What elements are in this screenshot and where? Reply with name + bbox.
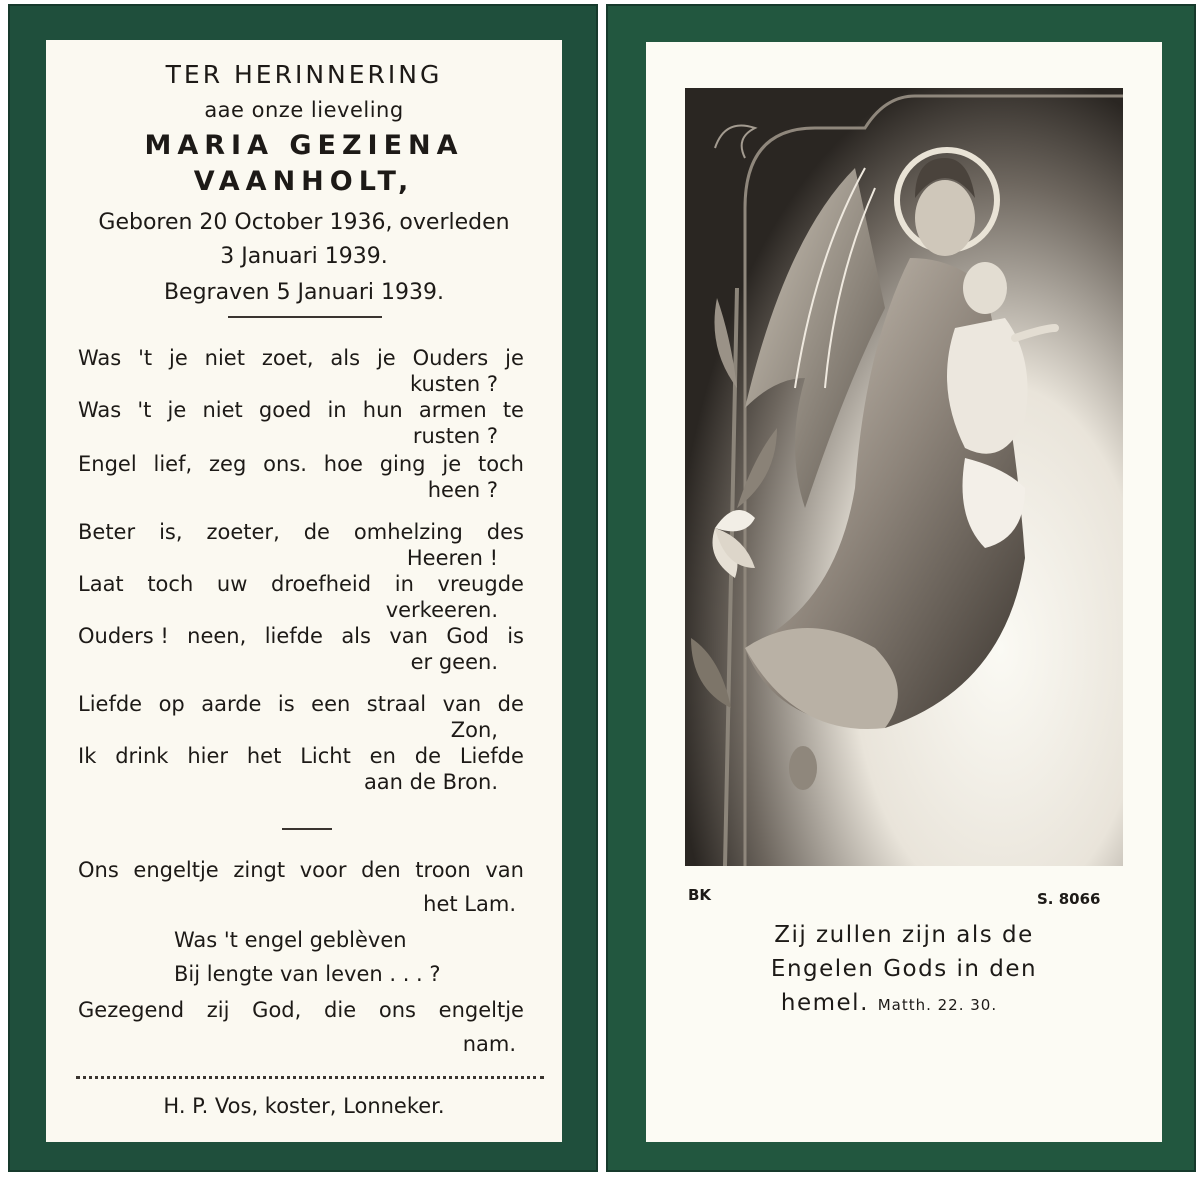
verse-word: van <box>485 858 524 882</box>
verse-word: toch <box>147 572 194 596</box>
verse-word: van <box>389 624 428 648</box>
verse-word: des <box>486 520 524 544</box>
verse-line: aan de Bron. <box>363 770 498 794</box>
verse-word: in <box>394 572 414 596</box>
verse-line <box>78 744 524 768</box>
verse-line <box>78 398 524 422</box>
verse-word: een <box>311 692 351 716</box>
verse-line <box>78 572 524 596</box>
verse-word: de <box>414 744 441 768</box>
card-paper <box>46 40 562 1142</box>
verse-word: is <box>507 624 524 648</box>
verse-word: droefheid <box>271 572 372 596</box>
verse-line: Was 't engel geblèven <box>174 928 407 952</box>
verse-word: 't <box>137 398 152 422</box>
guardian-angel-image <box>685 88 1123 866</box>
verse-word: Gezegend <box>78 998 185 1022</box>
verse-word: Liefde <box>78 692 143 716</box>
verse-word: ons. <box>263 452 307 476</box>
verse-word: is <box>277 692 295 716</box>
verse-word: zeg <box>209 452 247 476</box>
deceased-name-line2: VAANHOLT, <box>193 166 415 197</box>
verse-word: omhelzing <box>353 520 463 544</box>
verse-word: lief, <box>153 452 193 476</box>
card-subheading: aae onze lieveling <box>204 98 404 122</box>
verse-line <box>78 452 524 476</box>
dotted-separator <box>76 1076 544 1079</box>
verse-line: rusten ? <box>412 424 498 448</box>
verse-word: God <box>446 624 489 648</box>
verse-word: Liefde <box>459 744 524 768</box>
verse-word: ging <box>379 452 426 476</box>
verse-word: armen <box>418 398 487 422</box>
verse-word: engeltje <box>438 998 524 1022</box>
verse-line <box>78 520 524 544</box>
verse-word: straal <box>366 692 427 716</box>
death-date-line: 3 Januari 1939. <box>220 244 388 269</box>
bible-quote-line3 <box>616 990 1162 1016</box>
verse-word: je <box>169 346 188 370</box>
verse-word: Ons <box>78 858 119 882</box>
card-heading: TER HERINNERING <box>165 60 443 89</box>
verse-word: de <box>303 520 330 544</box>
verse-word: zoeter, <box>206 520 280 544</box>
verse-line <box>78 858 524 882</box>
verse-word: zingt <box>233 858 286 882</box>
verse-word: Beter <box>78 520 136 544</box>
publisher-mark: BK <box>688 886 712 904</box>
verse-word: het <box>246 744 282 768</box>
verse-word: Ik <box>78 744 97 768</box>
verse-word: als <box>330 346 361 370</box>
verse-word: aarde <box>201 692 262 716</box>
verse-word: op <box>158 692 185 716</box>
verse-line: Zon, <box>450 718 498 742</box>
verse-word: is, <box>159 520 183 544</box>
verse-word: Laat <box>78 572 124 596</box>
verse-word: engeltje <box>133 858 219 882</box>
bible-reference: Matth. 22. 30. <box>877 996 998 1014</box>
bible-quote-line2: Engelen Gods in den <box>770 956 1038 982</box>
verse-word: voor <box>299 858 347 882</box>
verse-line <box>78 692 524 716</box>
burial-date-line: Begraven 5 Januari 1939. <box>163 280 445 305</box>
verse-word: toch <box>477 452 524 476</box>
divider-rule <box>228 316 382 318</box>
printer-credit: H. P. Vos, koster, Lonneker. <box>163 1094 445 1118</box>
verse-word: je <box>167 398 187 422</box>
verse-word: niet <box>204 346 245 370</box>
verse-line: heen ? <box>427 478 498 502</box>
divider-short <box>282 828 332 830</box>
verse-word: en <box>369 744 396 768</box>
verse-line <box>78 624 524 648</box>
verse-word: Was <box>78 346 122 370</box>
verse-word: den <box>361 858 401 882</box>
card-paper <box>646 42 1162 1142</box>
verse-line: nam. <box>462 1032 516 1056</box>
verse-word: Licht <box>300 744 351 768</box>
verse-word: je <box>442 452 462 476</box>
deceased-name-line1: MARIA GEZIENA <box>144 130 464 161</box>
birth-date-line: Geboren 20 October 1936, overleden <box>98 210 510 235</box>
verse-line: kusten ? <box>409 372 498 396</box>
verse-word: troon <box>415 858 471 882</box>
memorial-card-front <box>8 4 598 1172</box>
verse-word: zoet, <box>261 346 314 370</box>
verse-word: te <box>502 398 524 422</box>
verse-line: Heeren ! <box>406 546 498 570</box>
verse-line: het Lam. <box>423 892 516 916</box>
verse-word: drink <box>115 744 169 768</box>
verse-word: ons <box>378 998 416 1022</box>
bible-quote-line1: Zij zullen zijn als de <box>774 922 1034 948</box>
card-serial-number: S. 8066 <box>1037 890 1101 908</box>
verse-line: Bij lengte van leven . . . ? <box>174 962 441 986</box>
bible-quote-end: hemel. <box>780 990 869 1016</box>
verse-word: van <box>442 692 482 716</box>
verse-word: je <box>505 346 524 370</box>
verse-word: hoe <box>323 452 363 476</box>
verse-word: je <box>376 346 396 370</box>
verse-word: hun <box>362 398 403 422</box>
verse-word: uw <box>216 572 248 596</box>
verse-word: Engel <box>78 452 137 476</box>
verse-word: goed <box>258 398 312 422</box>
verse-line <box>78 346 524 370</box>
verse-line: verkeeren. <box>385 598 498 622</box>
verse-word: Was <box>78 398 122 422</box>
verse-word: liefde <box>264 624 323 648</box>
verse-word: in <box>327 398 347 422</box>
verse-word: Ouders <box>412 346 489 370</box>
verse-word: niet <box>202 398 243 422</box>
verse-line <box>78 998 524 1022</box>
verse-line: er geen. <box>410 650 498 674</box>
verse-word: vreugde <box>437 572 524 596</box>
verse-word: hier <box>187 744 229 768</box>
memorial-card-back <box>606 4 1196 1172</box>
verse-word: de <box>497 692 524 716</box>
verse-word: God, <box>252 998 302 1022</box>
verse-word: 't <box>138 346 153 370</box>
verse-word: die <box>324 998 357 1022</box>
verse-word: neen, <box>187 624 247 648</box>
verse-word: Ouders ! <box>78 624 169 648</box>
verse-word: als <box>341 624 371 648</box>
verse-word: zij <box>206 998 230 1022</box>
